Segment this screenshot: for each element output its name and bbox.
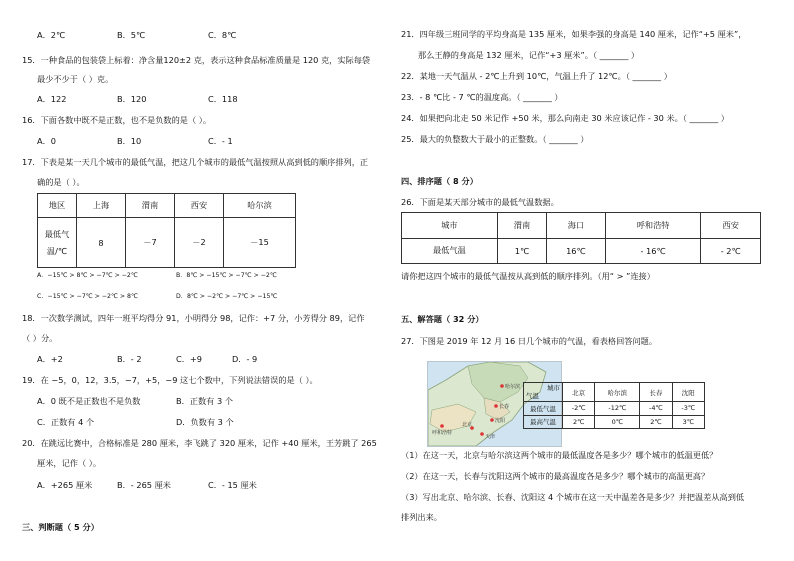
q14-option-c[interactable]: C．8℃: [208, 30, 237, 40]
q21-stem: 21．四年级三班同学的平均身高是 135 厘米，如果李强的身高是 140 厘米，记作“+5 厘米”，: [401, 29, 747, 39]
q21-stem-cont[interactable]: 那么王静的身高是 132 厘米，记作“+3 厘米”。（ _______ ）: [418, 50, 640, 60]
corner-bottom: 气温: [526, 392, 539, 400]
map-marker-changchun: [494, 404, 498, 408]
q17-stem-cont: 确的是（ ）。: [37, 177, 85, 187]
section-3-heading: 三、判断题（ 5 分）: [22, 522, 99, 532]
q27-sub3-cont: 排列出来。: [401, 512, 442, 522]
map-label-tianjin: 天津: [485, 434, 496, 440]
map-label-changchun: 长春: [499, 404, 510, 410]
q17-temperature-table: [37, 193, 296, 268]
table-header: 渭南: [497, 213, 546, 239]
table-cell: -12℃: [595, 402, 640, 416]
q18-option-a[interactable]: A．+2: [37, 354, 63, 364]
section-4-heading: 四、排序题（ 8 分）: [401, 176, 478, 186]
table-header: 沈阳: [672, 383, 704, 402]
table-header: 上海: [77, 194, 126, 218]
table-header: 城市: [402, 213, 498, 239]
q25-stem[interactable]: 25．最大的负整数大于最小的正整数。（ _______ ）: [401, 134, 589, 144]
q27-city-temperature-table: [523, 382, 705, 429]
map-marker-tianjin: [480, 432, 484, 436]
q26-temperature-table: [401, 212, 761, 264]
q27-stem: 27．下图是 2019 年 12 月 16 日几个城市的气温，看表格回答问题。: [401, 336, 658, 346]
table-header: 北京: [563, 383, 595, 402]
row-label-line1: 最低气: [44, 228, 70, 239]
table-cell: 3℃: [672, 415, 704, 429]
map-label-beijing: 北京: [462, 422, 473, 428]
table-header: 长春: [640, 383, 672, 402]
q18-option-c[interactable]: C．+9: [176, 354, 202, 364]
map-label-hohhot: 呼和浩特: [432, 430, 453, 436]
table-cell: - 2℃: [701, 238, 761, 264]
q24-stem[interactable]: 24．如果把向北走 50 米记作 +50 米，那么向南走 30 米应该记作 - 30 米。（ _______ ）: [401, 113, 729, 123]
corner-top: 城市: [547, 384, 560, 392]
map-marker-hohhot: [440, 424, 444, 428]
q19-option-c[interactable]: C．正数有 4 个: [37, 417, 95, 427]
table-header: 呼和浩特: [605, 213, 701, 239]
table-cell: －15: [223, 218, 295, 268]
row-label: 最高气温: [524, 415, 563, 429]
q15-option-a[interactable]: A．122: [37, 94, 67, 104]
q19-stem: 19．在 −5，0，12，3.5，−7，+5，−9 这七个数中，下列说法错误的是（ ）。: [22, 375, 318, 385]
q15-option-b[interactable]: B．120: [117, 94, 147, 104]
q18-option-b[interactable]: B．- 2: [117, 354, 142, 364]
row-label: [38, 218, 77, 268]
table-cell: 16℃: [547, 238, 606, 264]
table-cell: -2℃: [563, 402, 595, 416]
q16-option-a[interactable]: A．0: [37, 136, 56, 146]
q19-option-b[interactable]: B．正数有 3 个: [176, 396, 233, 406]
table-header: 渭南: [125, 194, 174, 218]
q26-stem: 26．下面是某天部分城市的最低气温数据。: [401, 197, 559, 207]
q15-stem-cont: 最少不少于（ ）克。: [37, 74, 114, 84]
q20-stem: 20．在跳远比赛中，合格标准是 280 厘米，李飞跳了 320 厘米，记作 +40 厘米，王芳跳了 265: [22, 438, 377, 448]
table-cell: －7: [125, 218, 174, 268]
q18-stem-cont: （ ）分。: [22, 333, 58, 343]
map-label-shenyang: 沈阳: [495, 418, 506, 424]
section-5-heading: 五、解答题（ 32 分）: [401, 314, 484, 324]
row-label: 最低气温: [402, 238, 498, 264]
map-marker-harbin: [500, 384, 504, 388]
table-header: 西安: [701, 213, 761, 239]
q20-option-b[interactable]: B．- 265 厘米: [117, 480, 171, 490]
corner-header: [524, 383, 563, 402]
q19-option-d[interactable]: D．负数有 3 个: [176, 417, 234, 427]
q26-instruction: 请你把这四个城市的最低气温按从高到低的顺序排列。（用“ > ”连接）: [401, 271, 655, 281]
table-cell: 0℃: [595, 415, 640, 429]
q16-stem: 16．下面各数中既不是正数，也不是负数的是（ ）。: [22, 115, 212, 125]
table-cell: 8: [77, 218, 126, 268]
map-label-harbin: 哈尔滨: [505, 384, 521, 390]
q20-stem-cont: 厘米，记作（ ）。: [37, 458, 102, 468]
q18-option-d[interactable]: D．- 9: [232, 354, 258, 364]
q27-sub1: （1）在这一天，北京与哈尔滨这两个城市的最低温度各是多少？哪个城市的低温更低？: [401, 450, 718, 460]
q17-stem: 17．下表是某一天几个城市的最低气温，把这几个城市的最低气温按照从高到低的顺序排列，正: [22, 157, 369, 167]
row-label: 最低气温: [524, 402, 563, 416]
table-header: 地区: [38, 194, 77, 218]
table-cell: －2: [174, 218, 223, 268]
table-cell: -4℃: [640, 402, 672, 416]
q17-option-c[interactable]: C．−15℃ > −7℃ > −2℃ > 8℃: [37, 293, 138, 300]
q17-option-a[interactable]: A．−15℃ > 8℃ > −7℃ > −2℃: [37, 272, 138, 279]
q27-sub2: （2）在这一天，长春与沈阳这两个城市的最高温度各是多少？哪个城市的高温更高？: [401, 471, 710, 481]
q18-stem: 18．一次数学测试，四年一班平均得分 91，小明得分 98，记作：+7 分，小芳得分 89，记作: [22, 313, 365, 323]
map-marker-shenyang: [490, 418, 494, 422]
q14-option-a[interactable]: A．2℃: [37, 30, 66, 40]
table-header: 西安: [174, 194, 223, 218]
table-cell: 2℃: [640, 415, 672, 429]
q16-option-b[interactable]: B．10: [117, 136, 142, 146]
q15-option-c[interactable]: C．118: [208, 94, 238, 104]
q17-option-b[interactable]: B．8℃ > −15℃ > −7℃ > −2℃: [176, 272, 277, 279]
table-header: 海口: [547, 213, 606, 239]
q23-stem[interactable]: 23．- 8 ℃比 - 7 ℃的温度高。（ _______ ）: [401, 92, 563, 102]
q20-option-c[interactable]: C．- 15 厘米: [208, 480, 257, 490]
right-column: [397, 0, 794, 561]
table-header: 哈尔滨: [595, 383, 640, 402]
q20-option-a[interactable]: A．+265 厘米: [37, 480, 93, 490]
table-cell: -3℃: [672, 402, 704, 416]
q19-option-a[interactable]: A．0 既不是正数也不是负数: [37, 396, 141, 406]
table-cell: - 16℃: [605, 238, 701, 264]
table-cell: 2℃: [563, 415, 595, 429]
q15-stem: 15．一种食品的包装袋上标着：净含量120±2 克，表示这种食品标准质量是 120 克，实际每袋: [22, 55, 371, 65]
row-label-line2: 温/℃: [46, 245, 68, 256]
q16-option-c[interactable]: C．- 1: [208, 136, 233, 146]
table-cell: 1℃: [497, 238, 546, 264]
q27-sub3: （3）写出北京、哈尔滨、长春、沈阳这 4 个城市在这一天中温差各是多少？并把温差从高到低: [401, 492, 745, 502]
table-header: 哈尔滨: [223, 194, 295, 218]
q22-stem[interactable]: 22．某地一天气温从 - 2℃上升到 10℃，气温上升了 12℃。（ _______ ）: [401, 71, 672, 81]
q14-option-b[interactable]: B．5℃: [117, 30, 146, 40]
q17-option-d[interactable]: D．8℃ > −2℃ > −7℃ > −15℃: [176, 293, 278, 300]
